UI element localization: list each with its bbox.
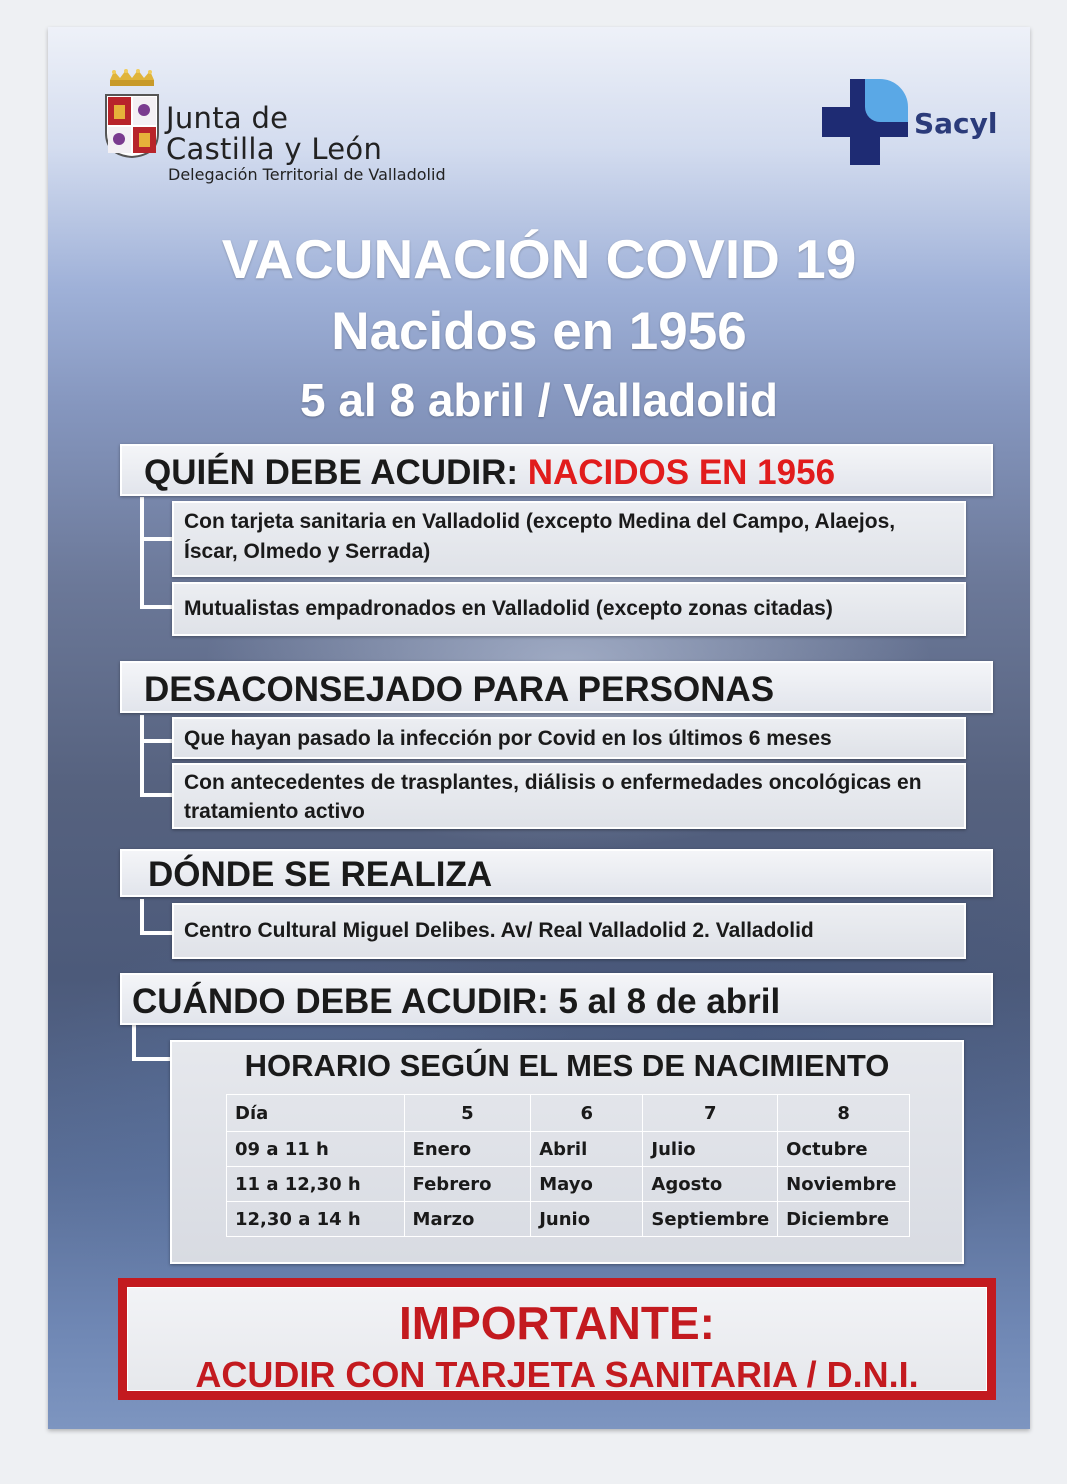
bracket-connector xyxy=(140,715,176,797)
bracket-tick xyxy=(140,739,176,743)
table-header-cell: 6 xyxy=(531,1095,643,1132)
section-header-donde: DÓNDE SE REALIZA xyxy=(120,849,993,897)
subtitle-birth-year: Nacidos en 1956 xyxy=(331,302,747,361)
section-header-quien xyxy=(120,444,993,496)
junta-name-line1: Junta de xyxy=(166,101,289,135)
poster xyxy=(48,27,1030,1429)
table-cell: Marzo xyxy=(404,1202,531,1237)
table-row xyxy=(227,1167,910,1202)
bracket-connector xyxy=(140,497,176,609)
important-heading: IMPORTANTE: xyxy=(398,1297,715,1349)
list-item: Que hayan pasado la infección por Covid en los últimos 6 meses xyxy=(172,717,966,759)
main-title: VACUNACIÓN COVID 19 xyxy=(221,228,857,290)
important-message: ACUDIR CON TARJETA SANITARIA / D.N.I. xyxy=(195,1354,919,1395)
table-cell: 12,30 a 14 h xyxy=(227,1202,405,1237)
list-item: Centro Cultural Miguel Delibes. Av/ Real Valladolid 2. Valladolid xyxy=(172,903,966,959)
schedule-table xyxy=(226,1094,910,1237)
table-cell: Julio xyxy=(643,1132,778,1167)
section-header-highlight: NACIDOS EN 1956 xyxy=(527,453,836,492)
important-notice-inner xyxy=(127,1287,987,1395)
table-cell: Agosto xyxy=(643,1167,778,1202)
table-header-cell: 8 xyxy=(778,1095,910,1132)
list-item: Con antecedentes de trasplantes, diálisis o enfermedades oncológicas en tratamiento activo xyxy=(172,763,966,829)
table-cell: 11 a 12,30 h xyxy=(227,1167,405,1202)
table-cell: Octubre xyxy=(778,1132,910,1167)
table-row xyxy=(227,1132,910,1167)
important-notice xyxy=(118,1278,996,1400)
table-cell: Noviembre xyxy=(778,1167,910,1202)
crown-icon xyxy=(108,69,156,87)
table-cell: 09 a 11 h xyxy=(227,1132,405,1167)
table-cell: Mayo xyxy=(531,1167,643,1202)
bracket-tick xyxy=(140,537,176,541)
table-cell: Febrero xyxy=(404,1167,531,1202)
subtitle-dates-place: 5 al 8 abril / Valladolid xyxy=(299,374,779,426)
bracket-connector xyxy=(132,1025,170,1061)
table-header-cell: 5 xyxy=(404,1095,531,1132)
table-cell: Enero xyxy=(404,1132,531,1167)
list-item: Mutualistas empadronados en Valladolid (excepto zonas citadas) xyxy=(172,582,966,636)
table-header-cell: Día xyxy=(227,1095,405,1132)
coat-of-arms-icon xyxy=(104,93,160,159)
schedule-title: HORARIO SEGÚN EL MES DE NACIMIENTO xyxy=(244,1048,890,1083)
table-cell: Septiembre xyxy=(643,1202,778,1237)
list-item: Con tarjeta sanitaria en Valladolid (excepto Medina del Campo, Alaejos, Íscar, Olmedo y Serrada) xyxy=(172,501,966,577)
table-cell: Abril xyxy=(531,1132,643,1167)
bracket-connector xyxy=(140,899,176,935)
sacyl-logo-text: Sacyl xyxy=(914,107,998,140)
junta-name-line2: Castilla y León xyxy=(166,132,383,166)
delegation-name: Delegación Territorial de Valladolid xyxy=(168,165,446,184)
section-header-label: QUIÉN DEBE ACUDIR: xyxy=(144,453,528,492)
table-cell: Junio xyxy=(531,1202,643,1237)
schedule-panel xyxy=(170,1040,964,1264)
table-header-row xyxy=(227,1095,910,1132)
section-header-cuando: CUÁNDO DEBE ACUDIR: 5 al 8 de abril xyxy=(120,973,993,1025)
table-header-cell: 7 xyxy=(643,1095,778,1132)
section-header-desaconsejado: DESACONSEJADO PARA PERSONAS xyxy=(120,661,993,713)
table-row xyxy=(227,1202,910,1237)
sacyl-cross-icon xyxy=(822,79,912,169)
table-cell: Diciembre xyxy=(778,1202,910,1237)
